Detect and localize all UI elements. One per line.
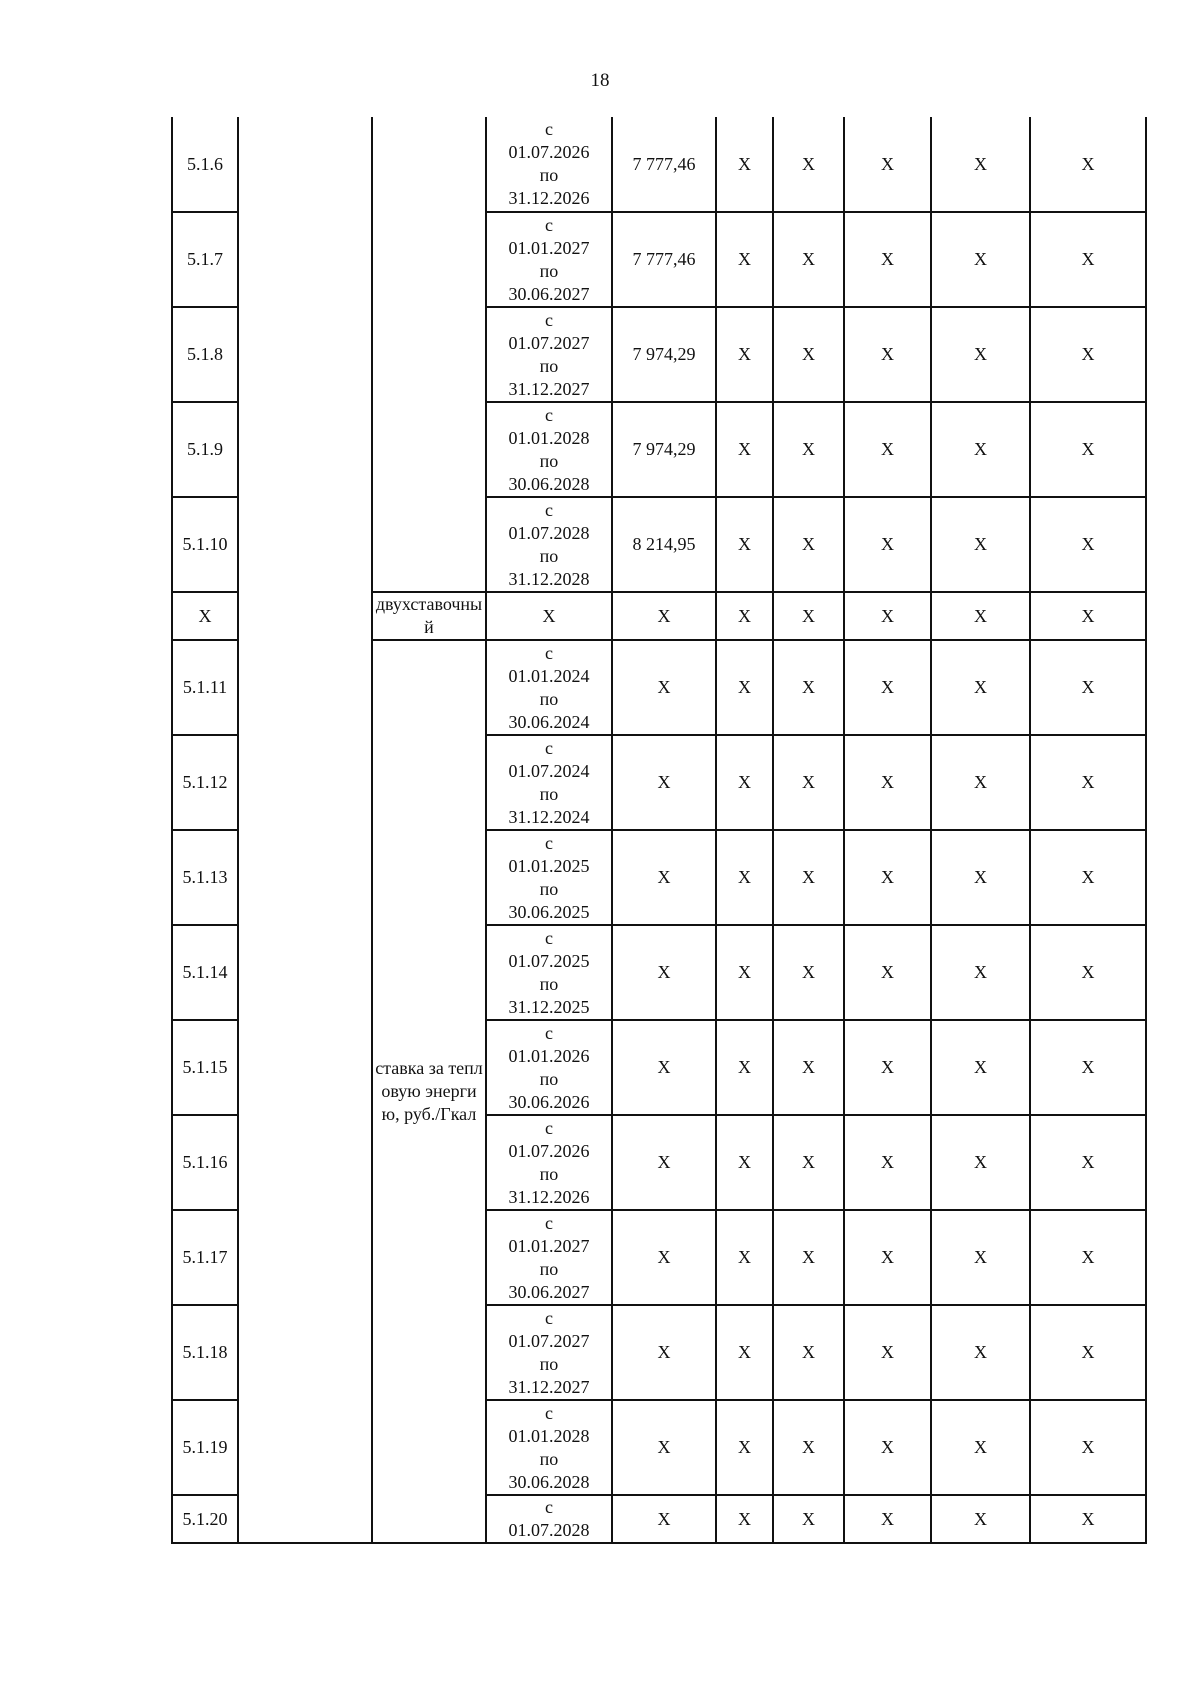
page-number: 18 [590, 70, 610, 91]
period-line: 01.07.2028 [508, 522, 590, 543]
period-cell [486, 497, 612, 592]
period-line: 30.06.2028 [508, 1471, 590, 1492]
x-mark-cell: Х [844, 212, 931, 307]
period-line: 01.01.2025 [508, 855, 590, 876]
row-number-cell: Х [172, 592, 238, 640]
x-mark-cell: Х [773, 307, 844, 402]
period-cell [486, 1115, 612, 1210]
row-number-cell: 5.1.10 [172, 497, 238, 592]
x-mark-cell: Х [1030, 640, 1146, 735]
x-mark-cell: Х [716, 640, 773, 735]
period-line: с [545, 927, 553, 948]
x-mark-cell: Х [1030, 830, 1146, 925]
value-cell: Х [612, 735, 716, 830]
period-line: с [545, 1117, 553, 1138]
x-mark-cell: Х [844, 402, 931, 497]
period-line: 01.01.2028 [508, 1425, 590, 1446]
period-line: 01.01.2028 [508, 427, 590, 448]
table-row [172, 117, 1146, 212]
x-mark-cell: Х [773, 1210, 844, 1305]
x-mark-cell: Х [1030, 1115, 1146, 1210]
row-number-cell: 5.1.20 [172, 1495, 238, 1543]
tariff-type-cell: двухставочный [372, 592, 486, 640]
period-line: по [539, 1448, 559, 1469]
period-line: с [545, 737, 553, 758]
period-line: с [545, 642, 553, 663]
x-mark-cell: Х [773, 640, 844, 735]
x-mark-cell: Х [931, 592, 1030, 640]
period-line: 30.06.2027 [508, 1281, 590, 1302]
x-mark-cell: Х [844, 307, 931, 402]
x-mark-cell: Х [1030, 735, 1146, 830]
value-cell: Х [612, 1210, 716, 1305]
x-mark-cell: Х [773, 1400, 844, 1495]
period-line: 31.12.2027 [508, 1376, 590, 1397]
period-line: 31.12.2028 [508, 568, 590, 589]
period-cell [486, 735, 612, 830]
x-mark-cell: Х [931, 830, 1030, 925]
value-cell: Х [612, 830, 716, 925]
x-mark-cell: Х [773, 402, 844, 497]
period-line: 31.12.2026 [508, 1186, 590, 1207]
period-line: 30.06.2028 [508, 473, 590, 494]
tariff-table [171, 117, 1147, 1544]
row-number-cell: 5.1.18 [172, 1305, 238, 1400]
x-mark-cell: Х [716, 212, 773, 307]
value-cell: 7 974,29 [612, 307, 716, 402]
x-mark-cell: Х [844, 735, 931, 830]
period-line: 01.07.2026 [508, 1140, 590, 1161]
period-line: по [539, 165, 559, 185]
x-mark-cell: Х [931, 1210, 1030, 1305]
period-line: 01.01.2024 [508, 665, 590, 686]
period-line: по [539, 1258, 559, 1279]
period-cell [486, 1495, 612, 1543]
x-mark-cell: Х [1030, 1305, 1146, 1400]
x-mark-cell: Х [844, 830, 931, 925]
x-mark-cell: Х [931, 212, 1030, 307]
period-line: по [539, 1163, 559, 1184]
tariff-table-body [172, 117, 1146, 1543]
x-mark-cell: Х [1030, 925, 1146, 1020]
period-line: 01.07.2025 [508, 950, 590, 971]
row-number-cell: 5.1.14 [172, 925, 238, 1020]
row-number-cell: 5.1.7 [172, 212, 238, 307]
period-line: 30.06.2024 [508, 711, 590, 732]
x-mark-cell: Х [931, 925, 1030, 1020]
period-cell [486, 117, 612, 212]
period-line: 01.07.2026 [508, 142, 590, 162]
x-mark-cell: Х [1030, 592, 1146, 640]
x-mark-cell: Х [931, 1115, 1030, 1210]
period-line: по [539, 450, 559, 471]
x-mark-cell: Х [931, 1020, 1030, 1115]
x-mark-cell: Х [716, 592, 773, 640]
x-mark-cell: Х [773, 735, 844, 830]
name-cell-empty [238, 117, 372, 1543]
x-mark-cell: Х [844, 1020, 931, 1115]
period-cell [486, 1020, 612, 1115]
x-mark-cell: Х [716, 1495, 773, 1543]
x-mark-cell: Х [931, 117, 1030, 212]
value-cell: Х [612, 592, 716, 640]
period-line: 01.07.2028 [508, 1520, 590, 1540]
period-line: по [539, 260, 559, 281]
period-line: по [539, 878, 559, 899]
period-line: 31.12.2024 [508, 806, 590, 827]
x-mark-cell: Х [1030, 1210, 1146, 1305]
x-mark-cell: Х [773, 497, 844, 592]
period-line: с [545, 119, 553, 139]
value-cell: Х [612, 1495, 716, 1543]
period-line: 31.12.2027 [508, 378, 590, 399]
x-mark-cell: Х [931, 402, 1030, 497]
x-mark-cell: Х [931, 735, 1030, 830]
row-number-cell: 5.1.9 [172, 402, 238, 497]
x-mark-cell: Х [844, 592, 931, 640]
x-mark-cell: Х [931, 1305, 1030, 1400]
row-number-cell: 5.1.13 [172, 830, 238, 925]
x-mark-cell: Х [1030, 1020, 1146, 1115]
x-mark-cell: Х [844, 1305, 931, 1400]
period-line: с [545, 1212, 553, 1233]
x-mark-cell: Х [844, 117, 931, 212]
x-mark-cell: Х [773, 1115, 844, 1210]
row-number-cell: 5.1.17 [172, 1210, 238, 1305]
period-line: с [545, 404, 553, 425]
period-line: 30.06.2025 [508, 901, 590, 922]
row-number-cell: 5.1.15 [172, 1020, 238, 1115]
x-mark-cell: Х [716, 497, 773, 592]
x-mark-cell: Х [716, 307, 773, 402]
x-mark-cell: Х [773, 1020, 844, 1115]
period-line: с [545, 309, 553, 330]
value-cell: 7 974,29 [612, 402, 716, 497]
x-mark-cell: Х [716, 735, 773, 830]
x-mark-cell: Х [716, 830, 773, 925]
value-cell: 8 214,95 [612, 497, 716, 592]
x-mark-cell: Х [1030, 1400, 1146, 1495]
period-line: по [539, 783, 559, 804]
x-mark-cell: Х [1030, 212, 1146, 307]
row-number-cell: 5.1.6 [172, 117, 238, 212]
value-cell: 7 777,46 [612, 117, 716, 212]
x-mark-cell: Х [844, 1495, 931, 1543]
x-mark-cell: Х [716, 1400, 773, 1495]
row-number-cell: 5.1.12 [172, 735, 238, 830]
row-number-cell: 5.1.16 [172, 1115, 238, 1210]
period-cell [486, 402, 612, 497]
period-cell [486, 1400, 612, 1495]
period-line: 31.12.2025 [508, 996, 590, 1017]
x-mark-cell: Х [844, 497, 931, 592]
value-cell: Х [612, 1305, 716, 1400]
period-line: по [539, 1353, 559, 1374]
x-mark-cell: Х [716, 1210, 773, 1305]
x-mark-cell: Х [844, 925, 931, 1020]
x-mark-cell: Х [773, 830, 844, 925]
x-mark-cell: Х [716, 1305, 773, 1400]
period-cell [486, 1305, 612, 1400]
period-line: 01.07.2024 [508, 760, 590, 781]
x-mark-cell: Х [844, 1115, 931, 1210]
period-line: с [545, 1022, 553, 1043]
rate-label-cell: ставка за тепловую энергию, руб./Гкал [372, 640, 486, 1543]
row-number-cell: 5.1.8 [172, 307, 238, 402]
period-line: 01.01.2026 [508, 1045, 590, 1066]
x-mark-cell: Х [1030, 497, 1146, 592]
period-cell [486, 640, 612, 735]
period-line: по [539, 1068, 559, 1089]
x-mark-cell: Х [931, 497, 1030, 592]
period-line: с [545, 214, 553, 235]
period-cell [486, 307, 612, 402]
period-cell [486, 925, 612, 1020]
value-cell: Х [612, 925, 716, 1020]
x-mark-cell: Х [716, 117, 773, 212]
x-mark-cell: Х [773, 1305, 844, 1400]
value-cell: Х [612, 640, 716, 735]
x-mark-cell: Х [716, 1020, 773, 1115]
x-mark-cell: Х [931, 640, 1030, 735]
x-mark-cell: Х [931, 307, 1030, 402]
x-mark-cell: Х [716, 925, 773, 1020]
period-cell [486, 212, 612, 307]
row-number-cell: 5.1.19 [172, 1400, 238, 1495]
value-cell: Х [612, 1115, 716, 1210]
x-mark-cell: Х [716, 1115, 773, 1210]
x-mark-cell: Х [773, 925, 844, 1020]
period-cell: Х [486, 592, 612, 640]
value-cell: 7 777,46 [612, 212, 716, 307]
period-line: по [539, 973, 559, 994]
period-line: с [545, 499, 553, 520]
period-line: 01.01.2027 [508, 237, 590, 258]
period-line: 31.12.2026 [508, 188, 590, 208]
row-number-cell: 5.1.11 [172, 640, 238, 735]
period-line: 01.07.2027 [508, 1330, 590, 1351]
x-mark-cell: Х [844, 1210, 931, 1305]
period-line: по [539, 545, 559, 566]
period-line: с [545, 1497, 553, 1517]
x-mark-cell: Х [844, 1400, 931, 1495]
value-cell: Х [612, 1020, 716, 1115]
value-cell: Х [612, 1400, 716, 1495]
period-line: 01.01.2027 [508, 1235, 590, 1256]
period-cell [486, 1210, 612, 1305]
x-mark-cell: Х [773, 592, 844, 640]
unit-cell-upper [372, 117, 486, 592]
x-mark-cell: Х [931, 1495, 1030, 1543]
x-mark-cell: Х [844, 640, 931, 735]
period-line: с [545, 832, 553, 853]
period-line: с [545, 1402, 553, 1423]
period-line: 30.06.2027 [508, 283, 590, 304]
period-cell [486, 830, 612, 925]
x-mark-cell: Х [773, 212, 844, 307]
x-mark-cell: Х [716, 402, 773, 497]
x-mark-cell: Х [1030, 1495, 1146, 1543]
x-mark-cell: Х [1030, 402, 1146, 497]
period-line: по [539, 688, 559, 709]
x-mark-cell: Х [1030, 117, 1146, 212]
x-mark-cell: Х [1030, 307, 1146, 402]
period-line: 01.07.2027 [508, 332, 590, 353]
x-mark-cell: Х [773, 117, 844, 212]
x-mark-cell: Х [773, 1495, 844, 1543]
x-mark-cell: Х [931, 1400, 1030, 1495]
period-line: с [545, 1307, 553, 1328]
period-line: 30.06.2026 [508, 1091, 590, 1112]
period-line: по [539, 355, 559, 376]
